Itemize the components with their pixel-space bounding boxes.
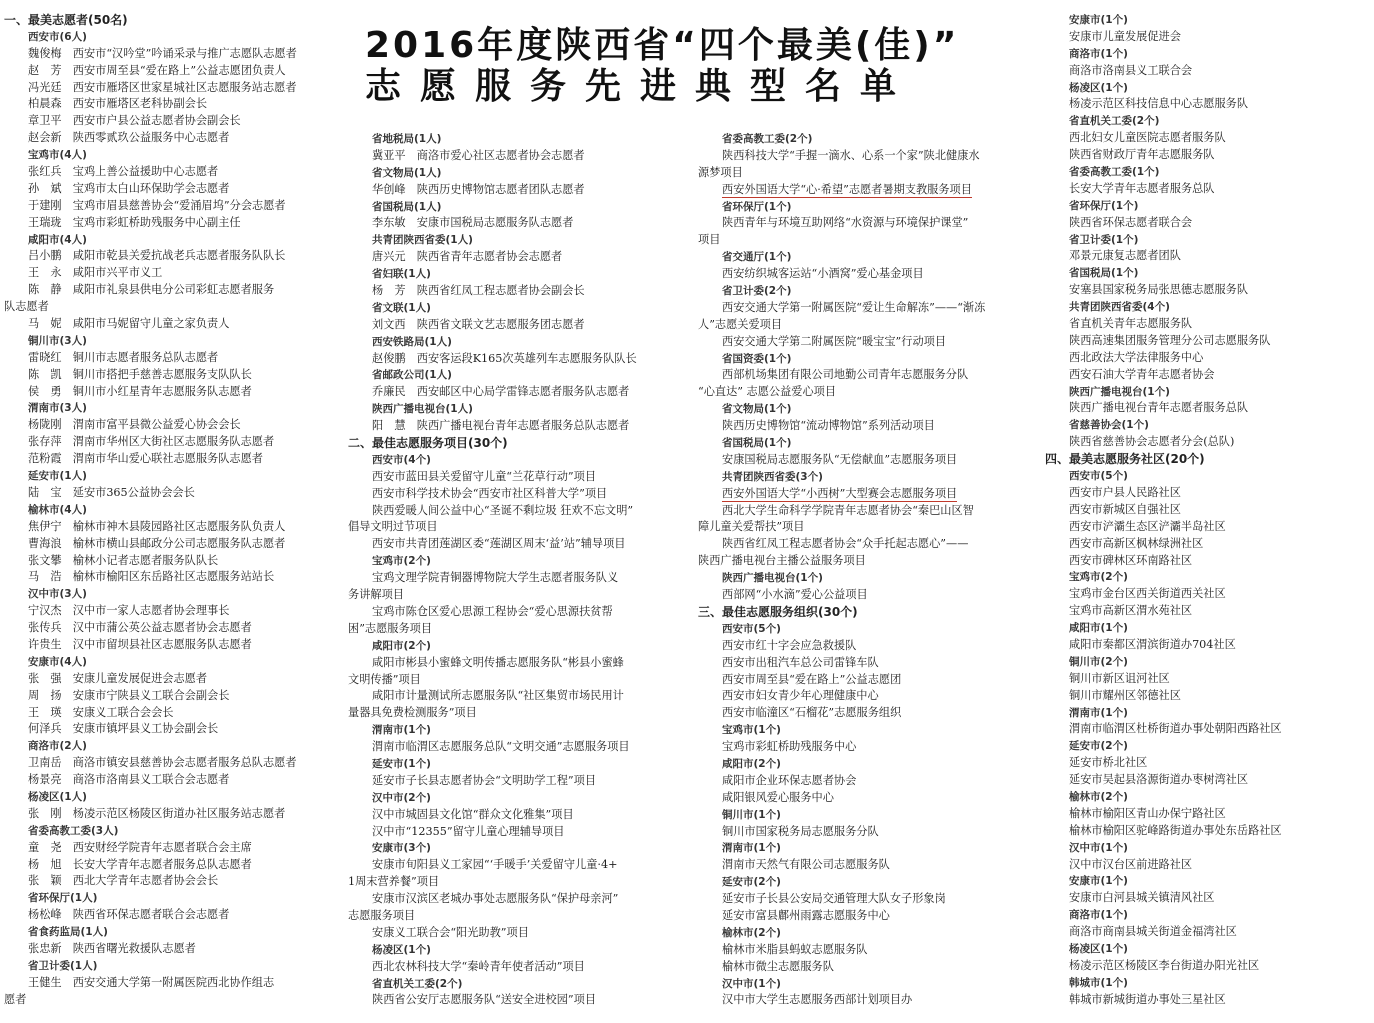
region-heading: 宝鸡市(1个) — [722, 724, 781, 737]
region-heading: 省国税局(1个) — [722, 437, 792, 450]
region-heading: 省环保厅(1个) — [722, 200, 792, 213]
region-heading: 省食药监局(1人) — [28, 926, 108, 939]
list-item: 冯光廷 西安市雁塔区世家星城社区志愿服务站志愿者 — [28, 80, 297, 94]
list-item: 李东敏 安康市国税局志愿服务队志愿者 — [372, 216, 574, 230]
list-item: 汉中市大学生志愿服务西部计划项目办 — [722, 993, 913, 1007]
list-item: 西安纺织城客运站“小酒窝”爱心基金项目 — [722, 267, 924, 281]
region-heading: 陕西广播电视台(1人) — [372, 403, 473, 416]
region-heading: 省委高教工委(2个) — [722, 133, 813, 145]
list-item: 卫南岳 商洛市镇安县慈善协会志愿者服务总队志愿者 — [28, 756, 297, 770]
region-heading: 省环保厅(1个) — [1069, 199, 1139, 212]
region-heading: 省文联(1人) — [372, 301, 431, 314]
list-item: 西安市高新区枫林绿洲社区 — [1069, 536, 1204, 550]
region-heading: 省邮政公司(1人) — [372, 369, 452, 382]
list-item: 王瑞珑 宝鸡市彩虹桥助残服务中心副主任 — [28, 215, 241, 229]
list-item: 陕西省财政厅青年志愿服务队 — [1069, 148, 1215, 162]
list-item: 榆林市米脂县蚂蚁志愿服务队 — [722, 942, 868, 956]
list-item: 赵会新 陕西零贰玖公益服务中心志愿者 — [28, 131, 230, 145]
list-item: 何泽兵 安康市镇坪县义工协会副会长 — [28, 722, 219, 736]
list-item: 章卫平 西安市户县公益志愿者协会副会长 — [28, 114, 241, 128]
list-item: 雷晓红 铜川市志愿者服务总队志愿者 — [28, 350, 219, 364]
list-item: 唐兴元 陕西省青年志愿者协会志愿者 — [372, 250, 563, 264]
list-item: 安康市白河县城关镇清风社区 — [1069, 891, 1215, 905]
region-heading: 渭南市(1个) — [372, 724, 431, 737]
region-heading: 省直机关工委(2个) — [372, 977, 463, 990]
list-item: 赵 芳 西安市周至县“爱在路上”公益志愿团负责人 — [28, 63, 286, 77]
list-item: 西安市碑林区环南路社区 — [1069, 553, 1193, 567]
list-item: 于建刚 宝鸡市眉县慈善协会“爱涌眉坞”分会志愿者 — [28, 198, 286, 212]
list-item: 乔廉民 西安邮区中心局学雷锋志愿者服务队志愿者 — [372, 385, 630, 399]
list-item: 西安市科学技术协会“西安市社区科普大学”项目 — [372, 486, 608, 500]
list-item-continuation: 1周末营养餐”项目 — [348, 875, 440, 889]
list-item: 魏俊梅 西安市“汉吟堂”吟诵采录与推广志愿队志愿者 — [28, 46, 297, 60]
region-heading: 商洛市(1个) — [1069, 909, 1128, 922]
region-heading: 商洛市(2人) — [28, 740, 87, 753]
list-item: 西安市户县人民路社区 — [1069, 485, 1181, 499]
region-heading: 宝鸡市(2个) — [372, 555, 431, 568]
list-item: 长安大学青年志愿者服务总队 — [1069, 181, 1215, 195]
list-item: 西安市周至县“爱在路上”公益志愿团 — [722, 672, 902, 686]
list-item-continuation: 志愿服务项目 — [348, 908, 416, 922]
list-item: 西安市出租汽车总公司雷锋车队 — [722, 655, 879, 669]
list-item: 杨景亮 商洛市洛南县义工联合会志愿者 — [28, 773, 230, 787]
list-item: 陈 静 咸阳市礼泉县供电分公司彩虹志愿者服务 — [28, 283, 275, 297]
list-item: 陕西广播电视台青年志愿者服务总队 — [1069, 401, 1249, 415]
region-heading: 杨凌区(1人) — [28, 790, 87, 803]
list-item: 咸阳市彬县小蜜蜂文明传播志愿服务队“彬县小蜜蜂 — [372, 655, 624, 669]
list-item: 西安交通大学第二附属医院“暖宝宝”行动项目 — [722, 334, 947, 348]
region-heading: 宝鸡市(4人) — [28, 149, 87, 162]
region-heading: 宝鸡市(2个) — [1069, 571, 1128, 584]
region-heading: 渭南市(1个) — [1069, 706, 1128, 719]
list-item: 宁汉杰 汉中市一家人志愿者协会理事长 — [28, 604, 230, 618]
region-heading: 共青团陕西省委(4个) — [1069, 301, 1170, 314]
list-item: 杨 芳 陕西省红凤工程志愿者协会副会长 — [372, 284, 585, 298]
list-item: 陕西爱暖人间公益中心“圣诞不剩垃圾 狂欢不忘文明” — [372, 503, 634, 517]
region-heading: 省直机关工委(2个) — [1069, 115, 1160, 128]
list-item: 安康市儿童发展促进会 — [1069, 29, 1181, 43]
list-item: 侯 勇 铜川市小红星青年志愿服务队志愿者 — [28, 384, 252, 398]
list-item: 杨陇刚 渭南市富平县微公益爱心协会会长 — [28, 418, 241, 432]
region-heading: 西安铁路局(1人) — [372, 335, 452, 348]
list-item: 陕西省慈善协会志愿者分会(总队) — [1069, 435, 1235, 449]
region-heading: 省卫计委(1个) — [1069, 233, 1139, 246]
region-heading: 省文物局(1人) — [372, 166, 442, 179]
region-heading: 杨凌区(1个) — [1069, 942, 1128, 955]
region-heading: 省国资委(1个) — [722, 352, 792, 365]
list-item: 省直机关青年志愿服务队 — [1069, 317, 1193, 331]
title-line-1: 2016年度陕西省“四个最美(佳)” — [365, 25, 960, 66]
list-item: 阳 慧 陕西广播电视台青年志愿者服务总队志愿者 — [372, 419, 630, 433]
title-line-2: 志愿服务先进典型名单 — [365, 66, 916, 107]
list-item: 杨 旭 长安大学青年志愿者服务总队志愿者 — [28, 857, 252, 871]
region-heading: 渭南市(1个) — [722, 842, 781, 855]
list-item: 柏晨森 西安市雁塔区老科协副会长 — [28, 97, 208, 111]
list-item: 张 刚 杨凌示范区杨陵区街道办社区服务站志愿者 — [28, 806, 286, 820]
underlined-text: 西安外国语大学“心·希望”志愿者暑期支教服务项目 — [722, 182, 972, 196]
list-item: 宝鸡市陈仓区爱心思源工程协会“爱心思源扶贫帮 — [372, 604, 613, 618]
list-item-continuation: 源梦项目 — [698, 165, 743, 179]
list-item: 西北妇女儿童医院志愿者服务队 — [1069, 131, 1226, 145]
list-item: 宝鸡市金台区西关街道西关社区 — [1069, 587, 1226, 601]
list-item: 铜川市新区诅河社区 — [1069, 671, 1170, 685]
list-item: 陕西青年与环境互助网络“水资源与环境保护课堂” — [722, 216, 969, 230]
list-item: 宝鸡文理学院青铜器博物院大学生志愿者服务队义 — [372, 571, 619, 585]
list-item: 邓景元康复志愿者团队 — [1069, 249, 1181, 263]
region-heading: 延安市(2个) — [722, 876, 781, 889]
region-heading: 共青团陕西省委(1人) — [372, 234, 473, 247]
region-heading: 延安市(1人) — [28, 470, 87, 483]
region-heading: 陕西广播电视台(1个) — [1069, 385, 1170, 398]
list-item: 马 浩 榆林市榆阳区东岳路社区志愿服务站站长 — [28, 570, 275, 584]
list-item: 渭南市临渭区志愿服务总队“文明交通”志愿服务项目 — [372, 740, 630, 754]
list-item: 渭南市天然气有限公司志愿服务队 — [722, 858, 890, 872]
list-item: 西安市蓝田县关爱留守儿童“兰花草行动”项目 — [372, 469, 597, 483]
region-heading: 共青团陕西省委(3个) — [722, 470, 823, 483]
region-heading: 安康市(4人) — [28, 655, 87, 668]
list-item: 西安市共青团莲湖区委“莲湖区周末‘益’站”辅导项目 — [372, 537, 626, 551]
list-item: 许贵生 汉中市留坝县社区志愿服务队志愿者 — [28, 637, 252, 651]
list-item: 延安市富县鄜州雨露志愿服务中心 — [722, 908, 890, 922]
list-item: 西部网“小水滴”爱心公益项目 — [722, 588, 868, 602]
list-item-continuation: 障儿童关爱帮扶”项目 — [698, 520, 805, 534]
list-item: 陕西省环保志愿者联合会 — [1069, 215, 1193, 229]
list-item: 西安市临潼区“石榴花”志愿服务组织 — [722, 706, 902, 720]
list-item: 曹海浪 榆林市横山县邮政分公司志愿服务队志愿者 — [28, 536, 286, 550]
list-item: 华创峰 陕西历史博物馆志愿者团队志愿者 — [372, 182, 585, 196]
list-item-continuation: 文明传播”项目 — [348, 672, 421, 686]
list-item: 咸阳市企业环保志愿者协会 — [722, 773, 857, 787]
list-item: 陕西历史博物馆“流动博物馆”系列活动项目 — [722, 419, 935, 433]
region-heading: 杨凌区(1个) — [1069, 81, 1128, 94]
region-heading: 安康市(3个) — [372, 842, 431, 855]
list-item-continuation: 倡导文明过节项目 — [348, 520, 438, 534]
list-item: 铜川市国家税务局志愿服务分队 — [722, 824, 879, 838]
list-item-continuation: 陕西广播电视台主播公益服务项目 — [698, 554, 866, 568]
list-item: 马 妮 咸阳市马妮留守儿童之家负责人 — [28, 317, 230, 331]
list-item: 西安石油大学青年志愿者协会 — [1069, 367, 1215, 381]
list-item-continuation: 人”志愿关爱项目 — [698, 317, 783, 331]
region-heading: 咸阳市(2个) — [722, 757, 781, 770]
list-item: 榆林市榆阳区驼峰路街道办事处东岳路社区 — [1069, 823, 1282, 837]
list-item: 铜川市耀州区邻德社区 — [1069, 688, 1181, 702]
list-item: 张文攀 榆林小记者志愿者服务队队长 — [28, 553, 219, 567]
list-item: 西安市浐灞生态区浐灞半岛社区 — [1069, 519, 1226, 533]
list-item: 冀亚平 商洛市爱心社区志愿者协会志愿者 — [372, 148, 585, 162]
list-item-continuation: “心直达” 志愿公益爱心项目 — [698, 385, 837, 399]
column-1 — [4, 12, 349, 1009]
region-heading: 杨凌区(1个) — [372, 943, 431, 956]
list-item: 陈 凯 铜川市搭把手慈善志愿服务支队队长 — [28, 367, 252, 381]
list-item: 刘文西 陕西省文联文艺志愿服务团志愿者 — [372, 317, 585, 331]
column-2 — [348, 131, 683, 1009]
list-item: 陕西省红凤工程志愿者协会“众手托起志愿心”—— — [722, 537, 969, 551]
list-item: 汉中市“12355”留守儿童心理辅导项目 — [372, 824, 565, 838]
region-heading: 咸阳市(2个) — [372, 639, 431, 652]
region-heading: 省地税局(1人) — [372, 133, 442, 145]
region-heading: 咸阳市(1个) — [1069, 622, 1128, 635]
region-heading: 西安市(5个) — [722, 622, 781, 635]
list-item: 童 尧 西安财经学院青年志愿者联合会主席 — [28, 840, 252, 854]
region-heading: 榆林市(4人) — [28, 503, 87, 516]
list-item: 西北大学生命科学学院青年志愿者协会“秦巴山区智 — [722, 503, 974, 517]
region-heading: 省国税局(1个) — [1069, 267, 1139, 280]
list-item: 咸阳市计量测试所志愿服务队“社区集贸市场民用计 — [372, 689, 624, 703]
list-item-continuation: 项目 — [698, 233, 721, 247]
list-item: 安康国税局志愿服务队“无偿献血”志愿服务项目 — [722, 452, 958, 466]
list-item: 杨松峰 陕西省环保志愿者联合会志愿者 — [28, 908, 230, 922]
list-item: 韩城市新城街道办事处三星社区 — [1069, 992, 1226, 1006]
list-item: 商洛市洛南县义工联合会 — [1069, 63, 1193, 77]
list-item: 周 扬 安康市宁陕县义工联合会副会长 — [28, 688, 230, 702]
region-heading: 安康市(1个) — [1069, 875, 1128, 888]
list-item-continuation: 困”志愿服务项目 — [348, 621, 433, 635]
list-item: 张红兵 宝鸡上善公益援助中心志愿者 — [28, 165, 219, 179]
region-heading: 汉中市(2个) — [372, 791, 431, 804]
region-heading: 省文物局(1个) — [722, 403, 792, 416]
list-item: 陕西科技大学“手握一滴水、心系一个家”陕北健康水 — [722, 148, 980, 162]
region-heading: 韩城市(1个) — [1069, 976, 1128, 989]
list-item: 赵俊鹏 西安客运段K165次英雄列车志愿服务队队长 — [372, 351, 637, 365]
list-item: 安康义工联合会“阳光助教”项目 — [372, 925, 529, 939]
list-item-continuation: 务讲解项目 — [348, 588, 404, 602]
region-heading: 铜川市(1个) — [722, 808, 781, 821]
list-item: 西部机场集团有限公司地勤公司青年志愿服务分队 — [722, 368, 969, 382]
column-4 — [1045, 12, 1370, 1009]
list-item: 范粉霞 渭南市华山爱心联社志愿服务队志愿者 — [28, 452, 263, 466]
list-item: 延安市吴起县洛源街道办枣树湾社区 — [1069, 773, 1249, 787]
list-item-continuation: 愿者 — [4, 992, 27, 1006]
region-heading: 铜川市(3人) — [28, 334, 87, 347]
region-heading: 西安市(5个) — [1069, 470, 1128, 483]
list-item: 王健生 西安交通大学第一附属医院西北协作组志 — [28, 975, 275, 989]
list-item: 安康市旬阳县义工家园“‘手暖手’关爱留守儿童·4+ — [372, 858, 618, 872]
column-3 — [698, 131, 1033, 1009]
list-item: 汉中市汉台区前进路社区 — [1069, 857, 1193, 871]
list-item: 榆林市微尘志愿服务队 — [722, 959, 834, 973]
list-item-continuation: 队志愿者 — [4, 300, 49, 314]
region-heading: 榆林市(2个) — [722, 926, 781, 939]
section-heading: 四、最美志愿服务社区(20个) — [1045, 452, 1205, 467]
list-item: 西安市红十字会应急救援队 — [722, 638, 857, 652]
list-item: 西北农林科技大学“秦岭青年使者活动”项目 — [372, 959, 585, 973]
region-heading: 安康市(1个) — [1069, 14, 1128, 26]
list-item: 安塞县国家税务局张思德志愿服务队 — [1069, 283, 1249, 297]
region-heading: 省交通厅(1个) — [722, 251, 792, 264]
list-item: 西北政法大学法律服务中心 — [1069, 350, 1204, 364]
list-item: 孙 斌 宝鸡市太白山环保助学会志愿者 — [28, 181, 230, 195]
region-heading: 省卫计委(1人) — [28, 959, 98, 972]
underlined-text: 西安外国语大学“小西树”大型赛会志愿服务项目 — [722, 486, 958, 500]
list-item: 宝鸡市彩虹桥助残服务中心 — [722, 740, 857, 754]
list-item: 安康市汉滨区老城办事处志愿服务队“保护母亲河” — [372, 892, 619, 906]
list-item: 咸阳市秦都区渭滨街道办704社区 — [1069, 637, 1236, 651]
region-heading: 榆林市(2个) — [1069, 790, 1128, 803]
list-item: 吕小鹏 咸阳市乾县关爱抗战老兵志愿者服务队队长 — [28, 249, 286, 263]
region-heading: 省委高教工委(3人) — [28, 824, 119, 837]
region-heading: 汉中市(1个) — [722, 977, 781, 990]
region-heading: 汉中市(3人) — [28, 588, 87, 601]
list-item: 王 永 咸阳市兴平市义工 — [28, 266, 163, 280]
list-item: 焦伊宁 榆林市神木县陵园路社区志愿服务队负责人 — [28, 519, 286, 533]
list-item: 汉中市城固县文化馆“群众文化雅集”项目 — [372, 807, 574, 821]
list-item: 延安市子长县志愿者协会“文明助学工程”项目 — [372, 773, 597, 787]
region-heading: 省慈善协会(1个) — [1069, 419, 1149, 432]
region-heading: 省妇联(1人) — [372, 268, 431, 281]
list-item: 西安市新城区自强社区 — [1069, 502, 1181, 516]
list-item: 陕西高速集团服务管理分公司志愿服务队 — [1069, 333, 1271, 347]
list-item: 陕西省公安厅志愿服务队“送安全进校园”项目 — [372, 993, 597, 1007]
list-item: 张存萍 渭南市华州区大街社区志愿服务队志愿者 — [28, 435, 275, 449]
list-item-continuation: 量器具免费检测服务”项目 — [348, 706, 477, 720]
list-item: 渭南市临渭区杜桥街道办事处朝阳西路社区 — [1069, 722, 1282, 736]
region-heading: 省卫计委(2个) — [722, 285, 792, 298]
list-item: 宝鸡市高新区渭水苑社区 — [1069, 604, 1193, 618]
list-item: 张忠新 陕西省曙光救援队志愿者 — [28, 941, 196, 955]
list-item: 张 颖 西北大学青年志愿者协会会长 — [28, 874, 219, 888]
region-heading: 延安市(1个) — [372, 757, 431, 770]
list-item: 榆林市榆阳区青山办保宁路社区 — [1069, 806, 1226, 820]
list-item: 西安交通大学第一附属医院“爱让生命解冻”——“渐冻 — [722, 300, 986, 314]
document-title — [365, 26, 1025, 108]
region-heading: 省委高教工委(1个) — [1069, 166, 1160, 179]
region-heading: 延安市(2个) — [1069, 740, 1128, 753]
list-item: 商洛市商南县城关街道金福湾社区 — [1069, 925, 1237, 939]
list-item: 杨凌示范区杨陵区李台街道办阳光社区 — [1069, 958, 1260, 972]
list-item: 延安市子长县公安局交通管理大队女子形象岗 — [722, 892, 946, 906]
region-heading: 商洛市(1个) — [1069, 47, 1128, 60]
list-item: 延安市桥北社区 — [1069, 756, 1148, 770]
region-heading: 咸阳市(4人) — [28, 233, 87, 246]
section-heading: 三、最佳志愿服务组织(30个) — [698, 604, 858, 619]
list-item: 张 强 安康儿童发展促进会志愿者 — [28, 671, 208, 685]
region-heading: 渭南市(3人) — [28, 402, 87, 415]
list-item: 王 瑛 安康义工联合会会长 — [28, 705, 174, 719]
region-heading: 西安市(6人) — [28, 30, 87, 43]
list-item: 杨凌示范区科技信息中心志愿服务队 — [1069, 97, 1249, 111]
region-heading: 铜川市(2个) — [1069, 655, 1128, 668]
list-item: 西安市妇女青少年心理健康中心 — [722, 689, 879, 703]
region-heading: 陕西广播电视台(1个) — [722, 572, 823, 585]
underlined-list-item — [698, 486, 1033, 503]
list-item: 陆 宝 延安市365公益协会会长 — [28, 485, 195, 499]
section-heading: 一、最美志愿者(50名) — [4, 13, 128, 27]
region-heading: 省环保厅(1人) — [28, 892, 98, 905]
underlined-list-item — [698, 182, 1033, 199]
region-heading: 省国税局(1人) — [372, 200, 442, 213]
region-heading: 汉中市(1个) — [1069, 841, 1128, 854]
section-heading: 二、最佳志愿服务项目(30个) — [348, 436, 508, 451]
list-item: 张传兵 汉中市蒲公英公益志愿者协会志愿者 — [28, 621, 252, 635]
list-item: 咸阳银风爱心服务中心 — [722, 790, 834, 804]
region-heading: 西安市(4个) — [372, 453, 431, 466]
